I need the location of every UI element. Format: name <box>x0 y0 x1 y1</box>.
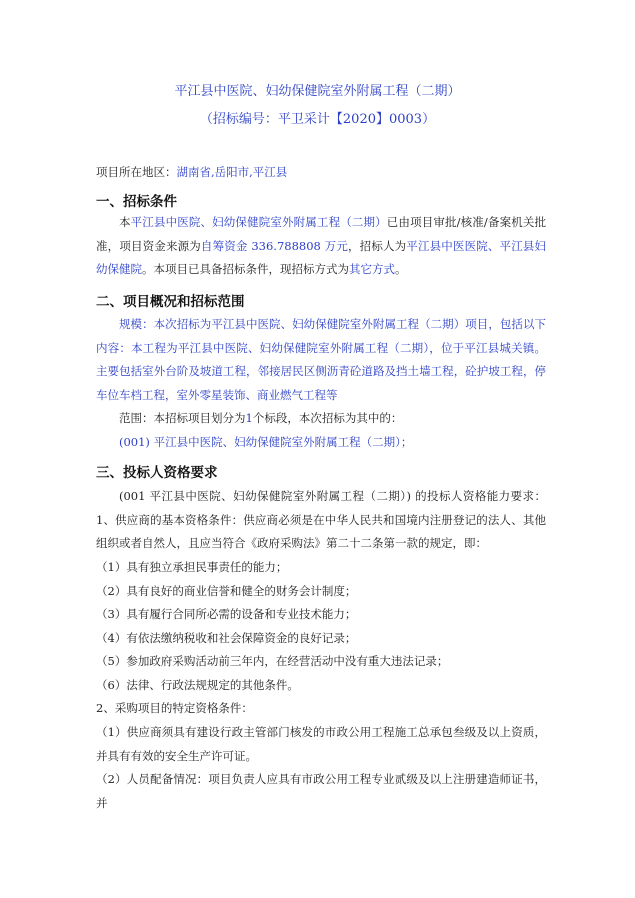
requirement-1: （1）具有独立承担民事责任的能力； <box>96 560 288 574</box>
bid-number-close: ） <box>422 112 436 127</box>
text: 。 <box>395 262 407 276</box>
tenderer: 平江县中医医院、平江县妇幼保健院 <box>96 238 547 276</box>
requirement-4: （4）有依法缴纳税收和社会保障资金的良好记录； <box>96 631 357 645</box>
section-2-scope: 规模：本次招标为平江县中医院、妇幼保健院室外附属工程（二期）项目，包括以下内容：本工程为平江县中医院、妇幼保健院室外附属工程（二期），位于平江县城关镇。主要包括室外台阶及坡道工程，邻接居民区侧沥青砼道路及挡土墙工程，砼护坡工程，停车位车档工程，室外零星装饰、商业燃气工程等 <box>96 317 546 402</box>
requirement-2: （2）具有良好的商业信誉和健全的财务会计制度； <box>96 584 357 598</box>
text: 本 <box>119 215 131 229</box>
requirement-6: （6）法律、行政法规规定的其他条件。 <box>96 678 299 692</box>
section-1-paragraph <box>96 211 546 282</box>
text: 个标段，本次招标为其中的： <box>252 411 403 425</box>
section-heading-3: 三、投标人资格要求 <box>96 465 218 481</box>
special-requirement-1: （1）供应商须具有建设行政主管部门核发的市政公用工程施工总承包叁级及以上资质，并具有有效的安全生产许可证。 <box>96 725 546 763</box>
tender-method: 其它方式 <box>349 262 395 276</box>
section-2-lot: (001) 平江县中医院、妇幼保健院室外附属工程（二期）； <box>119 435 413 449</box>
requirement-5: （5）参加政府采购活动前三年内，在经营活动中没有重大违法记录； <box>96 654 449 668</box>
text: 。本项目已具备招标条件，现招标方式为 <box>142 262 349 276</box>
text: ，招标人为 <box>348 238 407 253</box>
section-3-intro: (001 平江县中医院、妇幼保健院室外附属工程（二期）) 的投标人资格能力要求：1、供应商的基本资格条件：供应商必须是在中华人民共和国境内注册登记的法人、其他组织或者自然人，且应当符合《政府采购法》第二十二条第一款的规定，即： <box>96 489 546 550</box>
special-requirements-heading: 2、采购项目的特定资格条件： <box>96 701 253 715</box>
section-heading-2: 二、项目概况和招标范围 <box>96 294 245 310</box>
text: 范围：本招标项目划分为 <box>119 411 246 425</box>
document-title: 平江县中医院、妇幼保健院室外附属工程（二期） <box>174 84 461 99</box>
special-requirement-2: （2）人员配备情况：项目负责人应具有市政公用工程专业贰级及以上注册建造师证书，并 <box>96 772 546 810</box>
lot-count: 1 <box>245 411 253 425</box>
fund-source: 自筹资金 336.788808 万元 <box>200 238 348 253</box>
location-value: 湖南省,岳阳市,平江县 <box>176 165 288 179</box>
project-name: 平江县中医院、妇幼保健院室外附属工程（二期） <box>130 215 387 229</box>
section-2-range <box>96 407 546 431</box>
bid-number-label: （招标编号： <box>199 112 278 127</box>
requirement-3: （3）具有履行合同所必需的设备和专业技术能力； <box>96 607 357 621</box>
text: 已由项目审批/核准/备案机关批准，项目资金来源为 <box>96 215 547 253</box>
document-subtitle <box>0 108 635 127</box>
location-label: 项目所在地区： <box>96 165 177 179</box>
section-heading-1: 一、招标条件 <box>96 194 177 210</box>
bid-number: 平卫采计【2020】0003 <box>277 112 423 127</box>
project-location <box>96 161 546 185</box>
